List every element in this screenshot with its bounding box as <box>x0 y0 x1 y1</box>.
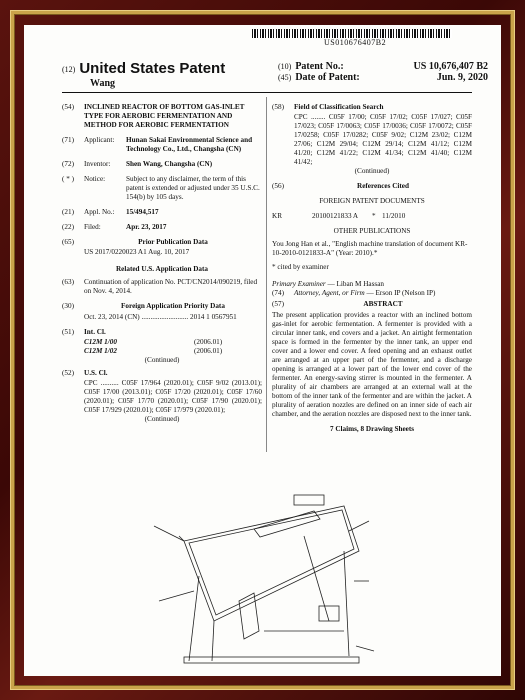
code-12: (12) <box>62 64 76 74</box>
drawing-leader <box>349 521 369 531</box>
int-cl-entry: (51) Int. Cl. <box>62 328 106 336</box>
us-cl-entry: (52) U.S. Cl. <box>62 369 108 377</box>
drawing-leg-left <box>189 576 199 661</box>
us-cl: CPC .......... C05F 17/964 (2020.01); C05F 9/02 (2013.01); C05F 17/00 (2013.01); C05F 17/20 (2020.01); C05F 17/60 (2020.01); C05F 17/70 (2020.01); C05F 17/90 (2020.01); C05F 17/929 (2020.01); C05F 17/979 (2020.01); <box>84 379 262 414</box>
code-45: (45) <box>278 73 292 82</box>
prior-pub-entry: (65) Prior Publication Data <box>62 238 262 247</box>
drawing-motor <box>294 495 324 505</box>
patent-no-label: Patent No.: <box>295 61 344 72</box>
attorney: — Erson IP (Nelson IP) <box>366 289 436 297</box>
header-rule <box>62 92 472 93</box>
examiner: — Liban M Hassan <box>327 280 384 288</box>
code-10: (10) <box>278 62 292 71</box>
header-inventor: Wang <box>90 78 116 89</box>
field-search: CPC ........ C05F 17/00; C05F 17/02; C05F 17/027; C05F 17/023; C05F 17/0063; C05F 17/0036; C05F 17/0072; C05F 17/0258; C05F 17/0282; C05F 9/02; C12M 23/02; C12M 27/06; C12M 29/04; C12M 29/14; C12M 41/12; C12M 41/20; C12M 41/22; C12M 41/34; C12M 41/40; C12M 41/42; <box>294 113 472 166</box>
claims-count: 7 Claims, 8 Drawing Sheets <box>329 425 415 433</box>
barcode-number: US010676407B2 <box>324 38 387 47</box>
inventor-entry: (72) Inventor: Shen Wang, Changsha (CN) <box>62 160 262 169</box>
column-divider <box>266 97 267 452</box>
other-pubs: You Jong Han et al., "English machine translation of document KR-10-2010-0121833-A" (Year: 2010).* <box>272 240 468 257</box>
attorney-entry: (74) Attorney, Agent, or Firm — Erson IP (Nelson IP) <box>272 289 436 297</box>
applicant: Hunan Sakai Environmental Science and Technology Co., Ltd., Changsha (CN) <box>126 136 253 153</box>
drawing-air-chamber <box>319 606 339 621</box>
foreign-doc-row: KR 20100121833 A * 11/2010 <box>272 212 406 220</box>
prior-pub-title: Prior Publication Data <box>138 238 208 246</box>
field-search-title: Field of Classification Search <box>294 103 384 111</box>
foreign-priority-entry: (30) Foreign Application Priority Data <box>62 302 262 311</box>
notice: Subject to any disclaimer, the term of this patent is extended or adjusted under 35 U.S.C. 154(b) by 105 days. <box>126 175 260 201</box>
references-title: References Cited <box>357 182 409 190</box>
barcode <box>252 29 452 38</box>
related-title: Related U.S. Application Data <box>115 265 209 273</box>
continuation-entry: (63) Continuation of application No. PCT/CN2014/090219, filed on Nov. 4, 2014. <box>62 278 262 296</box>
filed-date: Apr. 23, 2017 <box>126 223 167 231</box>
int-cl-row-1: C12M 1/00 (2006.01) <box>84 338 223 346</box>
notice-entry: ( * ) Notice: Subject to any disclaimer, the term of this patent is extended or adjusted under 35 U.S.C. 154(b) by 105 days. <box>62 175 262 202</box>
examiner-line: Primary Examiner — Liban M Hassan <box>272 280 384 288</box>
continuation: Continuation of application No. PCT/CN2014/090219, filed on Nov. 4, 2014. <box>84 278 258 295</box>
abstract-text: The present application provides a reactor with an inclined bottom gas-inlet for aerobic fermentation. A fermenter is provided with a circular inner tank, end covers and a jacket. An airtight fermentation space is formed in the fermenter by the inner tank, an upper end cover and a lower end cover. A feed opening and an exhaust outlet are arranged at an upper part of the fermenter, and a discharge opening is arranged at a lower part of the lower end cover of the fermenter. An energy-saving stirrer is mounted in the fermenter. A plurality of air chambers are arranged at an external wall at the bottom of the inner tank of the fermenter and are within the jacket. A plurality of aeration nozzles are defined on an inner side of each air chamber, and the aeration nozzles are disposed next to the inner tank. <box>272 311 472 418</box>
foreign-priority: Oct. 23, 2014 (CN) .......................... 2014 1 0567951 <box>84 313 237 321</box>
foreign-priority-title: Foreign Application Priority Data <box>121 302 225 310</box>
foreign-docs-title: FOREIGN PATENT DOCUMENTS <box>319 197 425 205</box>
applicant-entry: (71) Applicant: Hunan Sakai Environmental Science and Technology Co., Ltd., Changsha (CN) <box>62 136 262 154</box>
drawing-stirrer-shaft <box>304 536 329 621</box>
references-entry: (56) References Cited <box>272 182 472 191</box>
patent-number: US 10,676,407 B2 <box>413 61 488 72</box>
header-left <box>62 60 225 89</box>
drawing-fermenter-body <box>184 506 359 621</box>
abstract-title: ABSTRACT <box>363 300 403 308</box>
date-label: Date of Patent: <box>295 72 360 83</box>
abstract-entry: (57) ABSTRACT <box>272 300 472 309</box>
other-pubs-title: OTHER PUBLICATIONS <box>333 227 411 235</box>
right-column: (58) Field of Classification Search CPC ........ C05F 17/00; C05F 17/02; C05F 17/027; C05F 17/023; C05F 17/0063; C05F 17/0036; C05F 17/0072; C05F 17/0258; C05F 17/0282; C05F 9/02; C12M 23/02; C12M 27/06; C12M 29/04; C12M 29/14; C12M 41/12; C12M 41/20; C12M 41/22; C12M 41/34; C12M 41/40; C12M 41/42; (Continued) (56) References Cited FOREIGN PATENT DOCUMENTS KR 20100121833 A * 11/2010 OTHER PUBLICATIONS You Jong Han et al., "English machine translation of document KR-10-2010-0121833-A" (Year: 2010).* * cited by examiner Primary Examiner — Liban M Hassan (74) Attorney, Agent, or Firm — Erson IP (Nelson IP) (57) ABSTRACT The present application provides a reactor with an inclined bottom gas-inlet for aerobic fermentation. A fermenter is provided with a circular inner tank, end covers and a jacket. An airtight fermentation space is formed in the fermenter by the inner tank, an upper end cover and a lower end cover. A feed opening and an exhaust outlet are arranged at an upper part of the fermenter, and a discharge opening is arranged at a lower part of the lower end cover of the fermenter. An energy-saving stirrer is mounted in the fermenter. A plurality of air chambers are arranged at an external wall at the bottom of the inner tank of the fermenter and are within the jacket. A plurality of aeration nozzles are defined on an inner side of each air chamber, and the aeration nozzles are disposed next to the inner tank. 7 Claims, 8 Drawing Sheets <box>272 103 472 433</box>
drawing-feed-pipe <box>254 511 320 537</box>
int-cl-row-2: C12M 1/02 (2006.01) <box>84 347 223 355</box>
drawing-leader <box>159 591 194 601</box>
appl-no-entry: (21) Appl. No.: 15/494,517 <box>62 208 262 217</box>
patent-page <box>24 25 501 676</box>
cited-note: * cited by examiner <box>272 263 329 271</box>
drawing-leg-right <box>344 551 349 656</box>
appl-no: 15/494,517 <box>126 208 159 216</box>
header-right <box>278 61 488 83</box>
inventor: Shen Wang, Changsha (CN) <box>126 160 213 168</box>
drawing-discharge <box>239 593 259 639</box>
drawing-inner-tank <box>189 510 354 615</box>
patent-drawing <box>144 481 384 671</box>
document-title: United States Patent <box>79 60 226 77</box>
drawing-leg-center <box>212 621 214 661</box>
invention-title: INCLINED REACTOR OF BOTTOM GAS-INLET TYPE FOR AEROBIC FERMENTATION AND METHOD FOR AEROBIC FERMENTATION <box>84 103 245 129</box>
title-entry: (54) INCLINED REACTOR OF BOTTOM GAS-INLET TYPE FOR AEROBIC FERMENTATION AND METHOD FOR AEROBIC FERMENTATION <box>62 103 262 130</box>
filed-entry: (22) Filed: Apr. 23, 2017 <box>62 223 262 232</box>
drawing-leader <box>154 526 184 541</box>
field-search-entry: (58) Field of Classification Search <box>272 103 472 112</box>
drawing-leader <box>356 646 374 651</box>
left-column: (54) INCLINED REACTOR OF BOTTOM GAS-INLET TYPE FOR AEROBIC FERMENTATION AND METHOD FOR AEROBIC FERMENTATION (71) Applicant: Hunan Sakai Environmental Science and Technology Co., Ltd., Changsha (CN) (72) Inventor: Shen Wang, Changsha (CN) ( * ) Notice: Subject to any disclaimer, the term of this patent is extended or adjusted under 35 U.S.C. 154(b) by 105 days. (21) Appl. No.: 15/494,517 (22) Filed: Apr. 23, 2017 (65) Prior Publication Data US 2017/0220023 A1 Aug. 10, 2017 Related U.S. Application Data (63) Continuation of application No. PCT/CN2014/090219, filed on Nov. 4, 2014. (30) Foreign Application Priority Data Oct. 23, 2014 (CN) .......................... 2014 1 0567951 (51) Int. Cl. C12M 1/00 (2006.01) C12M 1/02 (2006.01) (Continued) (52) U.S. Cl. CPC .......... C05F 17/964 (2020.01); C05F 9/02 (2013.01); C05F 17/00 (2013.01); C05F 17/20 (2020.01); C05F 17/60 (2020.01); C05F 17/70 (2020.01); C05F 17/90 (2020.01); C05F 17/929 (2020.01); C05F 17/979 (2020.01); (Continued) <box>62 103 262 423</box>
prior-pub: US 2017/0220023 A1 Aug. 10, 2017 <box>84 248 190 256</box>
patent-date: Jun. 9, 2020 <box>436 72 488 83</box>
drawing-base-frame <box>184 657 359 663</box>
